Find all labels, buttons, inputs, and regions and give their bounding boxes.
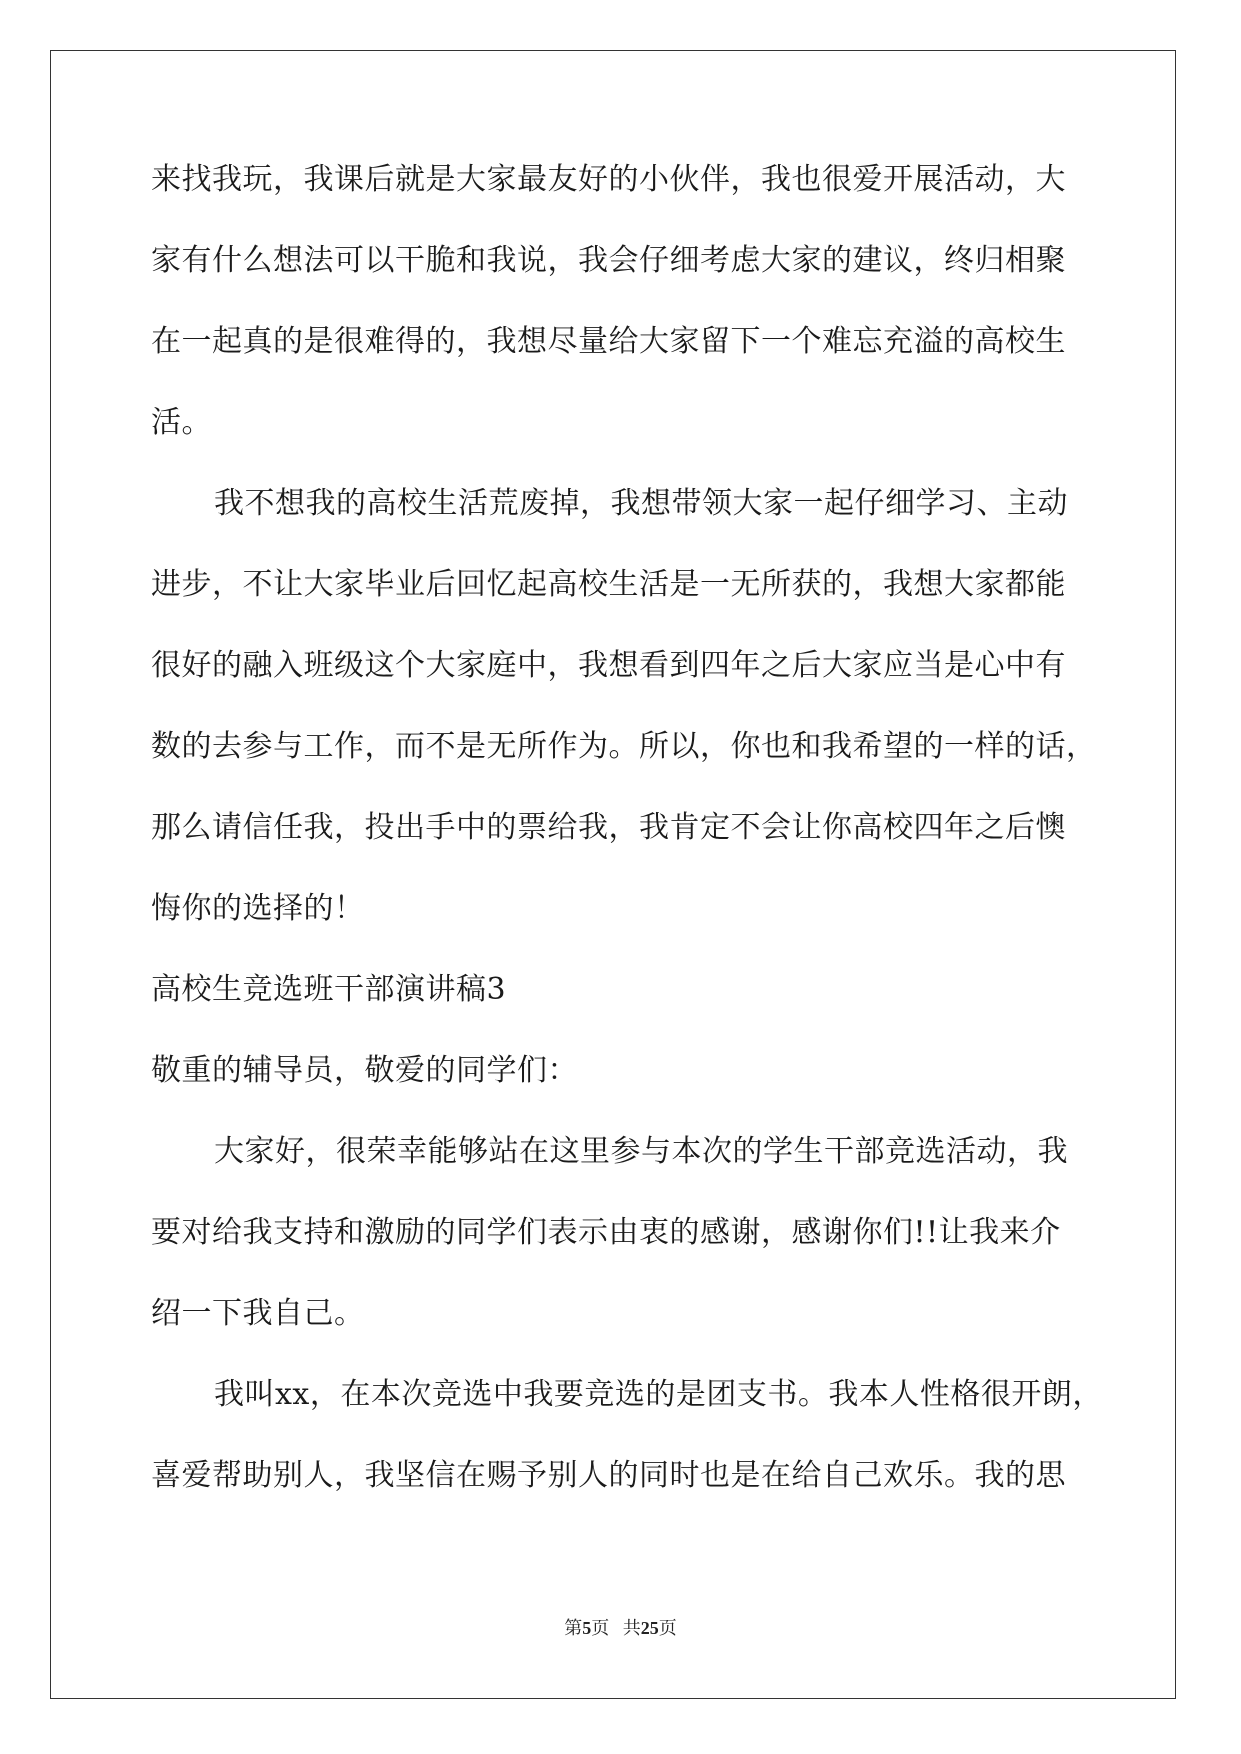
text-line: 数的去参与工作，而不是无所作为。所以，你也和我希望的一样的话，	[151, 729, 1097, 764]
text-line: 绍一下我自己。	[151, 1296, 365, 1331]
text-line: 在一起真的是很难得的，我想尽量给大家留下一个难忘充溢的高校生	[151, 324, 1066, 359]
section-heading: 高校生竞选班干部演讲稿3	[151, 972, 507, 1007]
text-line: 活。	[151, 405, 212, 440]
footer-total-prefix: 共	[622, 1618, 641, 1638]
paragraph-first-line: 我叫xx，在本次竞选中我要竞选的是团支书。我本人性格很开朗，	[214, 1377, 1103, 1412]
text-line: 进步，不让大家毕业后回忆起高校生活是一无所获的，我想大家都能	[151, 567, 1066, 602]
footer-total-suffix: 页	[658, 1618, 677, 1638]
text-line: 要对给我支持和激励的同学们表示由衷的感谢，感谢你们!!让我来介	[151, 1215, 1061, 1250]
footer-prefix: 第	[564, 1618, 583, 1638]
page-border	[50, 50, 1176, 1699]
text-line: 悔你的选择的！	[151, 891, 365, 926]
text-line: 家有什么想法可以干脆和我说，我会仔细考虑大家的建议，终归相聚	[151, 243, 1066, 278]
total-page-count: 25	[640, 1618, 659, 1638]
current-page-number: 5	[582, 1618, 592, 1638]
paragraph-first-line: 大家好，很荣幸能够站在这里参与本次的学生干部竞选活动，我	[214, 1134, 1068, 1169]
text-line: 喜爱帮助别人，我坚信在赐予别人的同时也是在给自己欢乐。我的思	[151, 1458, 1066, 1493]
text-line: 那么请信任我，投出手中的票给我，我肯定不会让你高校四年之后懊	[151, 810, 1066, 845]
page-footer	[0, 1616, 1241, 1640]
footer-page-suffix: 页	[591, 1618, 610, 1638]
paragraph-first-line: 我不想我的高校生活荒废掉，我想带领大家一起仔细学习、主动	[214, 486, 1068, 521]
text-line: 很好的融入班级这个大家庭中，我想看到四年之后大家应当是心中有	[151, 648, 1066, 683]
text-line: 来找我玩，我课后就是大家最友好的小伙伴，我也很爱开展活动，大	[151, 162, 1066, 197]
salutation: 敬重的辅导员，敬爱的同学们：	[151, 1053, 578, 1088]
